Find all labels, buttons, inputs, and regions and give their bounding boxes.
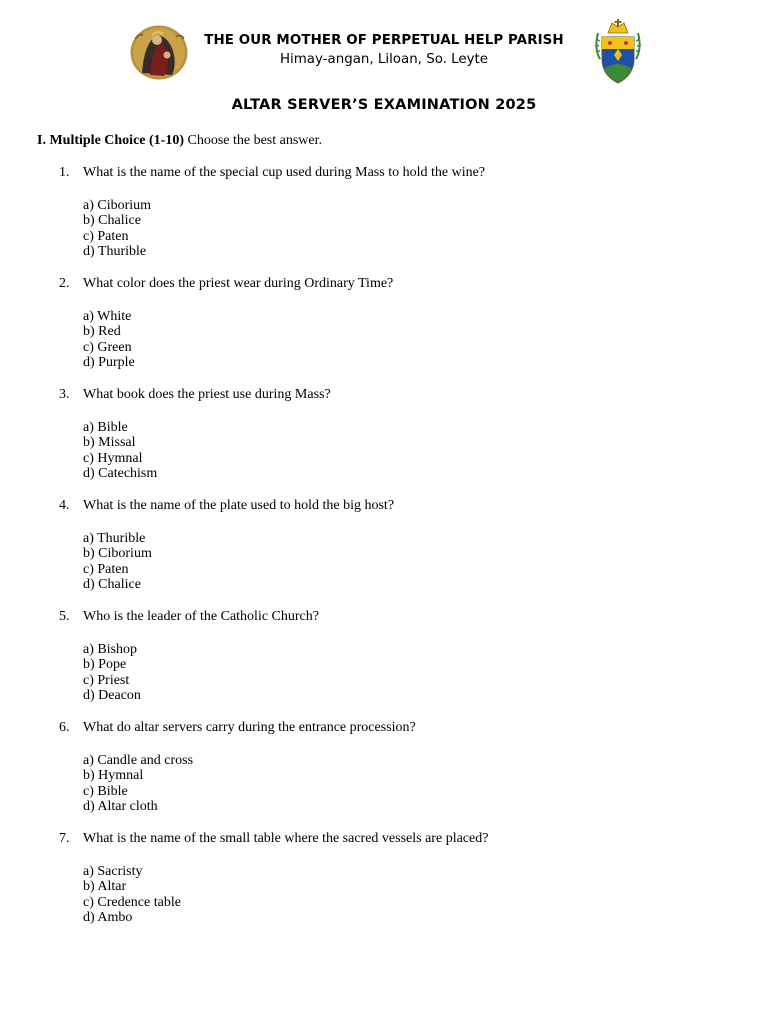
document-header [0,22,768,88]
question-number: 7. [59,831,70,846]
diocese-coat-of-arms-icon [590,19,646,85]
choice-item: b) Altar [83,879,127,895]
question-number: 2. [59,276,70,291]
parish-address: Himay-angan, Liloan, So. Leyte [279,52,489,67]
choice-list [83,531,152,593]
question-item [0,387,768,498]
question-item [0,276,768,387]
choice-item: c) Bible [83,783,128,799]
choice-item: c) Priest [83,672,130,688]
choice-item: b) Red [83,324,121,340]
choice-item: c) Paten [83,561,129,577]
question-item [0,498,768,609]
question-number: 4. [59,498,70,513]
choice-item: a) Bible [83,420,128,435]
choice-item: d) Catechism [83,466,158,482]
choice-item: a) Ciborium [83,198,152,213]
perpetual-help-icon-image [130,25,188,80]
choice-item: b) Chalice [83,213,141,229]
choice-list [83,642,141,704]
choice-item: d) Thurible [83,244,147,260]
question-item [0,165,768,276]
question-item [0,609,768,720]
choice-item: b) Ciborium [83,546,152,562]
choice-item: c) Paten [83,228,129,244]
choice-list [83,864,181,926]
choice-list [83,753,193,815]
choice-item: c) Credence table [83,894,181,910]
question-text: What do altar servers carry during the entrance procession? [83,720,416,735]
choice-item: b) Pope [83,657,127,673]
question-number: 6. [59,720,70,735]
choice-item: d) Deacon [83,688,141,704]
choice-item: a) White [83,309,132,324]
section-heading [37,133,322,149]
choice-list [83,309,135,371]
choice-list [83,198,151,260]
question-text: What is the name of the small table where the sacred vessels are placed? [83,831,489,846]
question-number: 5. [59,609,70,624]
question-list [0,165,768,942]
question-number: 3. [59,387,70,402]
section-instruction: Choose the best answer. [183,133,323,148]
choice-item: a) Candle and cross [83,753,194,768]
choice-item: b) Missal [83,435,136,451]
choice-item: b) Hymnal [83,768,144,784]
choice-item: a) Thurible [83,531,146,546]
parish-name: THE OUR MOTHER OF PERPETUAL HELP PARISH [204,33,564,48]
choice-item: c) Green [83,339,132,355]
choice-item: d) Ambo [83,910,133,926]
choice-item: d) Altar cloth [83,799,158,815]
exam-title: ALTAR SERVER’S EXAMINATION 2025 [231,97,537,113]
choice-item: a) Bishop [83,642,138,657]
question-number: 1. [59,165,70,180]
choice-list [83,420,157,482]
choice-item: d) Chalice [83,577,141,593]
question-item [0,720,768,831]
question-item [0,831,768,942]
question-text: What color does the priest wear during Ordinary Time? [83,276,394,291]
question-text: What is the name of the plate used to hold the big host? [83,498,395,513]
choice-item: d) Purple [83,355,135,371]
choice-item: c) Hymnal [83,450,143,466]
question-text: Who is the leader of the Catholic Church? [83,609,319,624]
choice-item: a) Sacristy [83,864,143,879]
question-text: What book does the priest use during Mass? [83,387,331,402]
question-text: What is the name of the special cup used during Mass to hold the wine? [83,165,486,180]
section-heading-label: I. Multiple Choice (1-10) [37,133,184,148]
